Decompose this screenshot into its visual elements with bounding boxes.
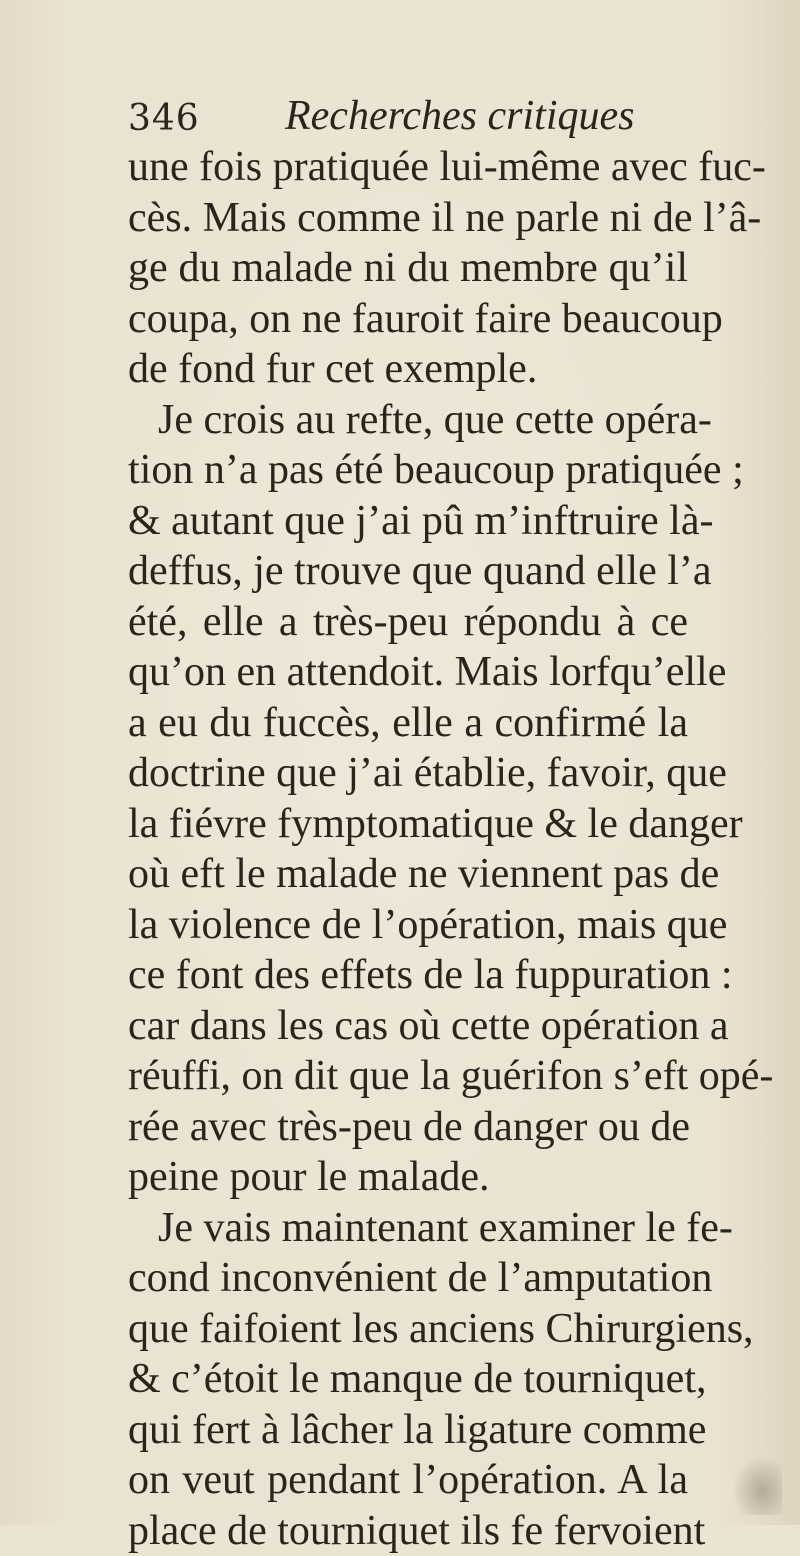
body-text <box>128 142 688 1556</box>
text-line: & c’étoit le manque de tourniquet, <box>128 1354 688 1405</box>
text-line: peine pour le malade. <box>128 1152 688 1203</box>
text-line: la fiévre fymptomatique & le danger <box>128 799 688 850</box>
text-line: de fond fur cet exemple. <box>128 344 688 395</box>
paper-stain <box>732 1455 782 1515</box>
text-line: cond inconvénient de l’amputation <box>128 1253 688 1304</box>
paragraph-start-line: Je vais maintenant examiner le fe- <box>128 1203 688 1254</box>
text-line: été, elle a très-peu répondu à ce <box>128 597 688 648</box>
text-line: la violence de l’opération, mais que <box>128 900 688 951</box>
paragraph-start-line: Je crois au refte, que cette opéra- <box>128 395 688 446</box>
text-line: & autant que j’ai pû m’inftruire là- <box>128 496 688 547</box>
text-line: ge du malade ni du membre qu’il <box>128 243 688 294</box>
text-line: doctrine que j’ai établie, favoir, que <box>128 748 688 799</box>
text-line: que faifoient les anciens Chirurgiens, <box>128 1304 688 1355</box>
text-line: cès. Mais comme il ne parle ni de l’â- <box>128 193 688 244</box>
text-line: a eu du fuccès, elle a confirmé la <box>128 698 688 749</box>
text-line: réuffi, on dit que la guérifon s’eft opé- <box>128 1051 688 1102</box>
text-line: où eft le malade ne viennent pas de <box>128 849 688 900</box>
text-line: coupa, on ne fauroit faire beaucoup <box>128 294 688 345</box>
text-line: rée avec très-peu de danger ou de <box>128 1102 688 1153</box>
text-line: qu’on en attendoit. Mais lorfqu’elle <box>128 647 688 698</box>
text-line: tion n’a pas été beaucoup pratiquée ; <box>128 445 688 496</box>
text-line: deffus, je trouve que quand elle l’a <box>128 546 688 597</box>
text-line: une fois pratiquée lui-même avec fuc- <box>128 142 688 193</box>
text-line: place de tourniquet ils fe fervoient <box>128 1506 688 1556</box>
text-line: ce font des effets de la fuppuration : <box>128 950 688 1001</box>
running-title: Recherches critiques <box>285 92 634 140</box>
page-number: 346 <box>128 98 200 139</box>
text-line: qui fert à lâcher la ligature comme <box>128 1405 688 1456</box>
text-line: car dans les cas où cette opération a <box>128 1001 688 1052</box>
text-line: on veut pendant l’opération. A la <box>128 1455 688 1506</box>
